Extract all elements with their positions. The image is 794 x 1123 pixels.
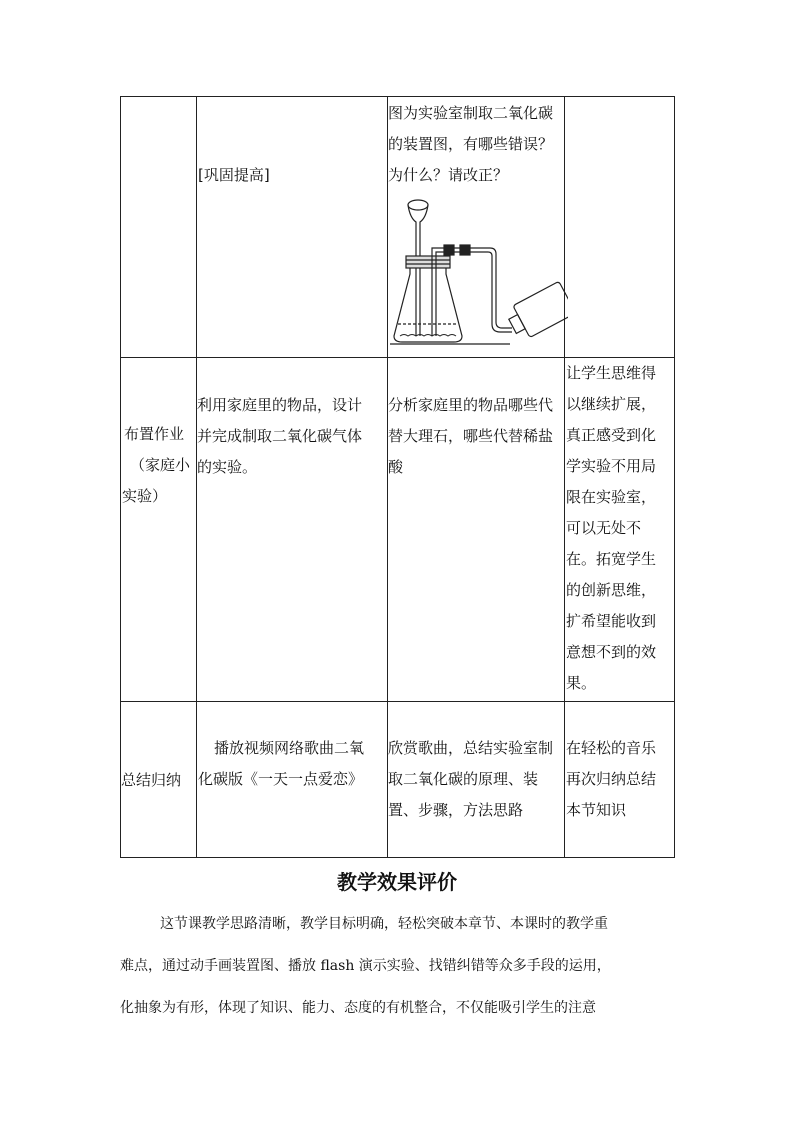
- cell-line: 实验）: [122, 487, 168, 505]
- row3-col3-cell: [388, 733, 553, 826]
- row3-col1-cell: [121, 765, 181, 796]
- collecting-bottle: [504, 281, 568, 342]
- row2-col4-cell: [566, 358, 656, 699]
- cell-line: 学实验不用局: [566, 457, 657, 475]
- cell-line: 分析家庭里的物品哪些代: [388, 396, 554, 414]
- table-border: [120, 701, 675, 702]
- cell-line: 在。拓宽学生: [566, 550, 657, 568]
- thistle-funnel: [408, 205, 428, 336]
- cell-line: 以继续扩展，: [566, 395, 657, 413]
- cell-line: 替大理石，哪些代替稀盐: [388, 427, 554, 445]
- cell-line: 果。: [566, 674, 597, 692]
- cell-line: 化碳版《一天一点爱恋》: [198, 770, 364, 788]
- cell-line: 为什么？请改正？: [388, 166, 509, 184]
- cell-line: 真正感受到化: [566, 426, 657, 444]
- cell-line: 的装置图，有哪些错误？: [388, 135, 554, 153]
- row3-col4-cell: [566, 733, 656, 826]
- funnel-rim: [408, 200, 428, 210]
- conical-flask: [394, 266, 462, 342]
- cell-line: 限在实验室，: [566, 488, 657, 506]
- row1-col2-text: [巩固提高]: [198, 166, 270, 184]
- cell-line: 本节知识: [566, 801, 627, 819]
- cell-line: 让学生思维得: [566, 364, 657, 382]
- cell-line: 意想不到的效: [566, 643, 657, 661]
- rubber-stopper: [406, 256, 450, 268]
- rubber-connector: [460, 245, 470, 255]
- cell-line: 的实验。: [197, 458, 258, 476]
- table-border: [120, 96, 121, 858]
- row3-col2-cell: [198, 733, 364, 795]
- cell-line: 扩希望能收到: [566, 612, 657, 630]
- table-border: [120, 96, 675, 97]
- cell-line: 欣赏歌曲，总结实验室制: [388, 739, 554, 757]
- paragraph-line: 难点，通过动手画装置图、播放 flash 演示实验、找错纠错等众多手段的运用，: [120, 958, 611, 974]
- cell-line: 可以无处不: [566, 519, 642, 537]
- cell-line: 的创新思维，: [566, 581, 657, 599]
- table-border: [674, 96, 675, 858]
- cell-line: 图为实验室制取二氧化碳: [388, 104, 554, 122]
- cell-line: （家庭小: [130, 456, 191, 474]
- row2-col3-cell: [388, 390, 553, 483]
- paragraph-line: 这节课教学思路清晰，教学目标明确，轻松突破本章节、本课时的教学重: [160, 916, 608, 932]
- section-title: 教学效果评价: [337, 870, 457, 894]
- table-border: [120, 857, 675, 858]
- cell-line: 布置作业: [124, 425, 185, 443]
- cell-line: 利用家庭里的物品，设计: [197, 396, 363, 414]
- paragraph-line: 化抽象为有形，体现了知识、能力、态度的有机整合，不仅能吸引学生的注意: [120, 1000, 596, 1016]
- cell-line: 在轻松的音乐: [566, 739, 657, 757]
- cell-line: 再次归纳总结: [566, 770, 657, 788]
- cell-line: 并完成制取二氧化碳气体: [197, 427, 363, 445]
- row1-col2-cell: [198, 160, 270, 191]
- cell-line: 酸: [388, 458, 404, 476]
- co2-apparatus-diagram: [388, 196, 568, 348]
- lesson-table: [120, 96, 675, 858]
- row2-col1-cell: [122, 419, 190, 512]
- row1-col3-cell: [388, 98, 553, 191]
- row2-col2-cell: [197, 390, 362, 483]
- rubber-connector: [444, 245, 454, 255]
- cell-line: 置、步骤，方法思路: [388, 801, 524, 819]
- cell-line: 播放视频网络歌曲二氧: [214, 739, 365, 757]
- cell-line: 取二氧化碳的原理、装: [388, 770, 539, 788]
- row3-col1-text: 总结归纳: [121, 771, 182, 789]
